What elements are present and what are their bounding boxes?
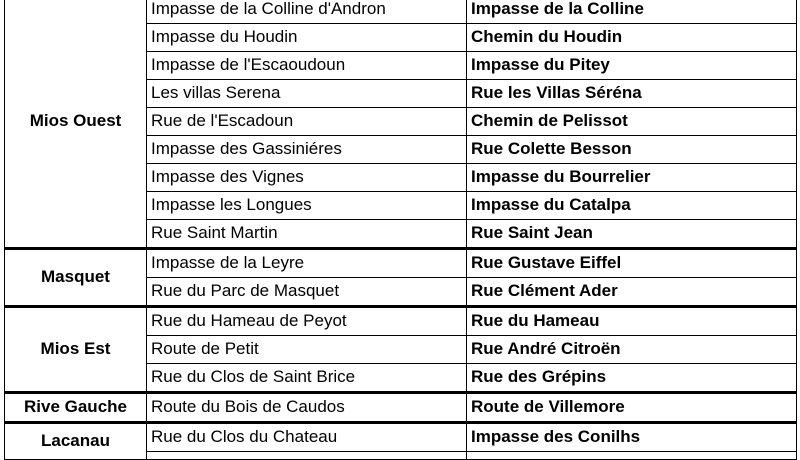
old-street-name: Route de Petit bbox=[147, 336, 467, 364]
new-street-name: Rue les Villas Séréna bbox=[467, 80, 797, 108]
new-street-name: Chemin de Pelissot bbox=[467, 108, 797, 136]
table-row bbox=[5, 307, 797, 336]
new-street-name: Rue Colette Besson bbox=[467, 136, 797, 164]
old-street-name: Rue du Parc de Masquet bbox=[147, 278, 467, 307]
old-street-name: Impasse de la Colline d'Andron bbox=[147, 0, 467, 24]
zone-cell: Mios Est bbox=[5, 307, 147, 393]
old-street-name: Rue du Clos de Saint Brice bbox=[147, 364, 467, 393]
zone-cell: Rive Gauche bbox=[5, 393, 147, 423]
table-row bbox=[5, 0, 797, 24]
new-street-name: Impasse du Bourrelier bbox=[467, 164, 797, 192]
new-street-name: Route de Villemore bbox=[467, 393, 797, 423]
table-row bbox=[5, 393, 797, 423]
table-row bbox=[5, 423, 797, 452]
new-street-name: Impasse des Conilhs bbox=[467, 423, 797, 452]
new-street-name: Rue Clément Ader bbox=[467, 278, 797, 307]
new-street-name: Rue Gustave Eiffel bbox=[467, 249, 797, 278]
table-row bbox=[5, 249, 797, 278]
new-street-name bbox=[467, 452, 797, 460]
new-street-name: Impasse de la Colline bbox=[467, 0, 797, 24]
old-street-name: Rue de l'Escadoun bbox=[147, 108, 467, 136]
zone-cell: Mios Ouest bbox=[5, 0, 147, 249]
new-street-name: Impasse du Pitey bbox=[467, 52, 797, 80]
old-street-name: Rue Saint Martin bbox=[147, 220, 467, 249]
old-street-name: Impasse les Longues bbox=[147, 192, 467, 220]
new-street-name: Chemin du Houdin bbox=[467, 24, 797, 52]
old-street-name: Les villas Serena bbox=[147, 80, 467, 108]
new-street-name: Rue Saint Jean bbox=[467, 220, 797, 249]
old-street-name: Impasse des Gassiniéres bbox=[147, 136, 467, 164]
new-street-name: Rue du Hameau bbox=[467, 307, 797, 336]
old-street-name bbox=[147, 452, 467, 460]
old-street-name: Rue du Hameau de Peyot bbox=[147, 307, 467, 336]
old-street-name: Rue du Clos du Chateau bbox=[147, 423, 467, 452]
old-street-name: Impasse de la Leyre bbox=[147, 249, 467, 278]
zone-cell: Lacanau bbox=[5, 423, 147, 460]
old-street-name: Route du Bois de Caudos bbox=[147, 393, 467, 423]
new-street-name: Rue André Citroën bbox=[467, 336, 797, 364]
old-street-name: Impasse du Houdin bbox=[147, 24, 467, 52]
zone-cell: Masquet bbox=[5, 249, 147, 307]
new-street-name: Impasse du Catalpa bbox=[467, 192, 797, 220]
street-rename-table bbox=[4, 0, 797, 460]
old-street-name: Impasse des Vignes bbox=[147, 164, 467, 192]
new-street-name: Rue des Grépins bbox=[467, 364, 797, 393]
old-street-name: Impasse de l'Escaoudoun bbox=[147, 52, 467, 80]
